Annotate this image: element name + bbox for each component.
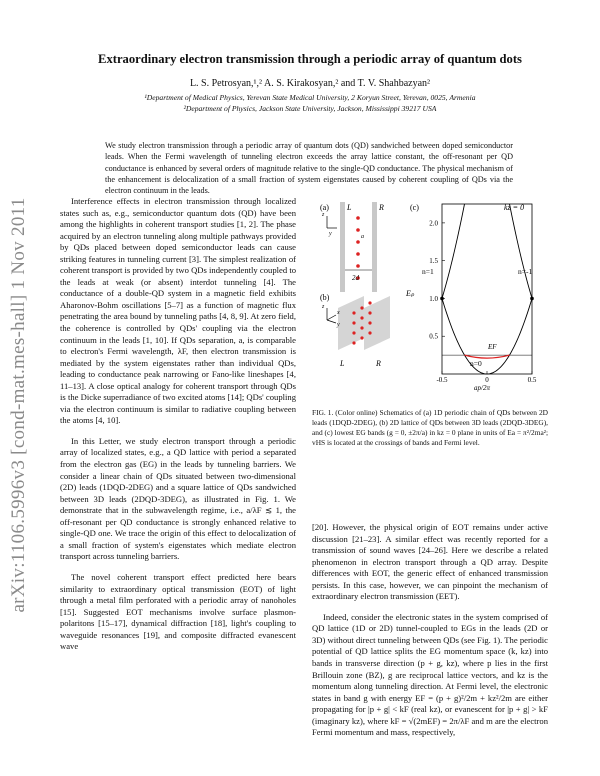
- qd-chain: [356, 216, 360, 280]
- figure-caption: FIG. 1. (Color online) Schematics of (a) 1D periodic chain of QDs between 2D leads (1DQD-2DEG), (b) 2D lattice of QDs between 3D leads (2DQD-3DEG), and (c) lowest EG bands (g = 0, ±2π/a) in kz = 0 plane in units of Ea = π²/2ma²; vHS is located at the crossings of bands and Fermi level.: [312, 408, 548, 447]
- quantum-dot: [356, 228, 360, 232]
- x-tick-label: 0: [485, 376, 489, 384]
- band-chart: [429, 204, 537, 384]
- x-tick-label: -0.5: [436, 376, 448, 384]
- width-label: 2d: [352, 274, 359, 282]
- axis-y-label-b: y: [337, 322, 340, 328]
- quantum-dot: [368, 311, 371, 314]
- panel-b-label: (b): [320, 293, 330, 302]
- fermi-label: EF: [488, 343, 497, 351]
- quantum-dot: [360, 316, 363, 319]
- y-tick-label: 2.0: [429, 219, 438, 228]
- quantum-dot: [356, 264, 360, 268]
- band-label-n1: n=1: [422, 267, 434, 276]
- quantum-dot: [360, 336, 363, 339]
- axis-y-label: y: [329, 231, 332, 237]
- paragraph: Interference effects in electron transmission through localized states such as, e.g., semiconductor quantum dots (QD) have been among the highlights in coherent transport studies [1, 2]. The phase acquired by an electron tunneling along multiple pathways provided by QDs placed between doped semiconductor leads can cause striking features in tunneling current [3]. The simplest realization of coherent transport is provided by two QDs independently coupled to the leads at weak (or absent) interdot tunneling [4]. The conductance of a double-QD system in a magnetic field exhibits Aharonov-Bohm oscillations [5–7] as a function of magnetic flux penetrating the area bound by tunneling paths [4, 8, 9]. At zero field, the coherence is controlled by QDs' coupling via the electron continuum in the leads [1, 10]. If QDs separation, a, is comparable to electron's Fermi wavelength, λF, then electron transmission is mediated by the system eigenstates rather than individual QDs, leading to conductance peak narrowing or Fano-like lineshapes [4, 11–13]. A close optical analogy for coherent transport through QDs is the Dicke superradiance of two excited atoms [14]; QDs' coupling via the electron continuum is similar to radiative coupling between the atoms [4, 10].: [60, 196, 296, 426]
- panel-c-label: (c): [410, 203, 419, 212]
- lead-right-barrier: [372, 202, 377, 292]
- axis-z-label-b: z: [322, 304, 325, 310]
- left-column: [60, 196, 296, 653]
- quantum-dot: [352, 341, 355, 344]
- paper-title: Extraordinary electron transmission through a periodic array of quantum dots: [98, 52, 522, 66]
- y-tick-label: 1.0: [429, 294, 438, 303]
- band-curve-n=-1: [442, 204, 465, 298]
- panel-a-label: (a): [320, 203, 329, 212]
- band-curve-n=0: [442, 298, 532, 374]
- quantum-dot: [356, 216, 360, 220]
- paragraph: Indeed, consider the electronic states in the system comprised of QD lattice (1D or 2D) tunnel-coupled to EGs in the leads (2D or 3D) without direct tunneling between QDs (see Fig. 1). The periodic potential of QD lattice splits the EG momentum space (k, kz) into bands in transverse direction (p + g, kz), where p lies in the first Brillouin zone (BZ), g are reciprocal lattice vectors, and kz is the momentum along tunneling direction. At Fermi level, the electronic states in band g with energy EF = (p + g)²/2m + kz²/2m are either propagating for |p + g| < kF (real kz), or evanescent for |p + g| > kF (imaginary kz), where kF = √(2mEF) = 2π/λF and m are the electron Fermi momentum and mass, respectively,: [312, 611, 548, 738]
- band-curve-n=1: [510, 204, 533, 298]
- spacing-a-label: a: [361, 234, 364, 240]
- arxiv-stamp-text: arXiv:1106.5996v3 [cond-mat.mes-hall] 1 Nov 2011: [8, 197, 29, 613]
- plot-frame: [442, 204, 532, 374]
- figure-1: [312, 198, 552, 398]
- quantum-dot: [352, 311, 355, 314]
- arxiv-stamp: [4, 170, 34, 640]
- band-label-nm1: n=-1: [518, 267, 533, 276]
- paragraph: [20]. However, the physical origin of EOT remains under active discussion [21–23]. A similar effect was recently reported for a transmission of sound waves [24–26]. Here we describe a related phenomenon in electron transport through a QD array. Despite differences with EOT, the generic effect of enhanced transmission persists. In this case, however, we can pinpoint the mechanism of extraordinary electron transmission (EET).: [312, 522, 548, 602]
- axis-x-arrow-b: [327, 315, 336, 320]
- affiliation-1: ¹Department of Medical Physics, Yerevan State Medical University, 2 Koryun Street, Yerevan, 0025, Armenia: [144, 93, 476, 102]
- y-tick-label: 0.5: [429, 332, 438, 341]
- quantum-dot: [368, 301, 371, 304]
- paragraph: In this Letter, we study electron transport through a periodic array of localized states, e.g., a QD lattice with period a separated from the electron gas (EG) in the leads by tunneling barriers. We consider a linear chain of QDs situated between two-dimensional (2D) leads (1DQD-2DEG) and a square lattice of QDs sandwiched between 3D leads (2DQD-3DEG), as illustrated in Fig. 1. We demonstrate that in the subwavelength regime, i.e., a/λF ≲ 1, the off-resonant per QD conductance is strongly enhanced relative to single-QD one. We trace the origin of this effect to delocalization of a small fraction of system's eigenstates which mediate electron transport across tunneling barriers.: [60, 435, 296, 562]
- lead-left-barrier: [340, 202, 345, 292]
- kz-label: kz = 0: [504, 203, 525, 212]
- quantum-dot: [360, 306, 363, 309]
- quantum-dot: [356, 252, 360, 256]
- x-axis-label: ap/2π: [474, 384, 490, 392]
- band-crossing-point: [530, 297, 534, 301]
- fermi-highlight: [465, 355, 510, 358]
- authors: L. S. Petrosyan,¹,² A. S. Kirakosyan,² and T. V. Shahbazyan²: [189, 78, 431, 89]
- lead-plane-right: [364, 296, 390, 350]
- lead-left-label: L: [347, 203, 352, 212]
- lead-plane-left: [338, 296, 364, 350]
- right-column: [312, 522, 548, 739]
- quantum-dot: [356, 240, 360, 244]
- band-label-n0: n=0: [470, 359, 482, 368]
- y-axis-label: Eₚ: [406, 289, 415, 298]
- axis-y-arrow-b: [327, 320, 336, 323]
- quantum-dot: [352, 331, 355, 334]
- quantum-dot: [360, 326, 363, 329]
- y-tick-label: 1.5: [429, 257, 438, 266]
- lead-left-label-b: L: [340, 359, 345, 368]
- x-tick-label: 0.5: [527, 376, 537, 384]
- lead-right-label-b: R: [376, 359, 381, 368]
- axis-z-label: z: [322, 212, 325, 218]
- affiliation-2: ²Department of Physics, Jackson State University, Jackson, Mississippi 39217 USA: [183, 104, 437, 113]
- paragraph: The novel coherent transport effect predicted here bears similarity to extraordinary optical transmission (EOT) of light through a metal film perforated with a periodic array of nanoholes [15]. Suggested EOT mechanisms involve surface plasmon-polaritons [15–17], dynamical diffraction [18], light's coupling to waveguide resonances [19], and composite diffracted evanescent wave: [60, 571, 296, 652]
- abstract: We study electron transmission through a periodic array of quantum dots (QD) sandwiched between doped semiconductor leads. When the Fermi wavelength of tunneling electron exceeds the array lattice constant, the off-resonant per QD conductance is enhanced by several orders of magnitude relative to the single-QD conductance. The physical mechanism of the enhancement is delocalization of a small fraction of system eigenstates caused by coherent coupling of QDs via the electron continuum in the leads.: [105, 141, 513, 196]
- axis-x-label-b: x: [337, 310, 340, 316]
- lead-right-label: R: [379, 203, 384, 212]
- figure-svg: [312, 198, 552, 398]
- quantum-dot: [368, 321, 371, 324]
- quantum-dot: [368, 331, 371, 334]
- quantum-dot: [352, 321, 355, 324]
